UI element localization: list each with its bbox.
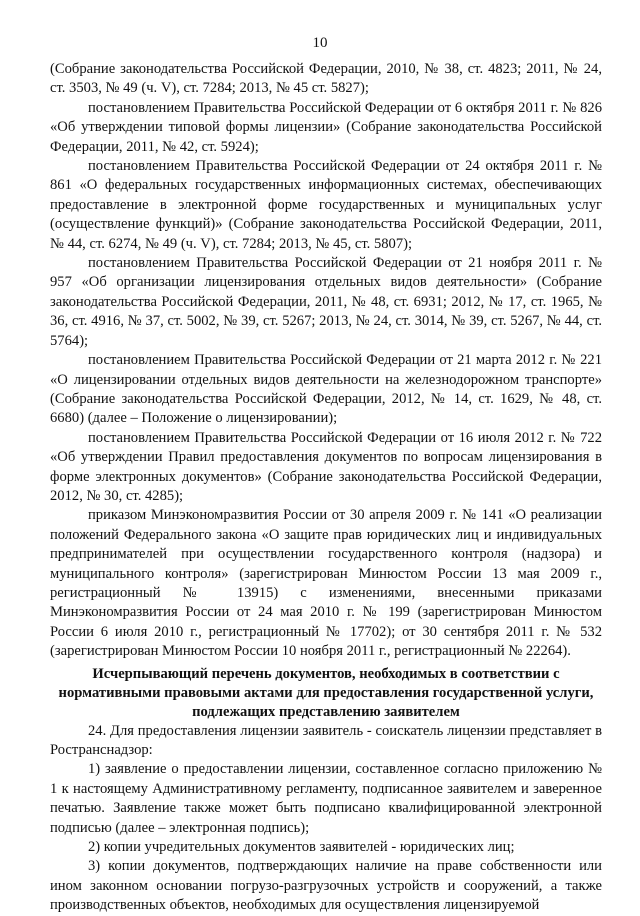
list-item-2: 2) копии учредительных документов заявителей - юридических лиц;	[88, 839, 515, 856]
paragraph-decree-826: постановлением Правительства Российской Федерации от 6 октября 2011 г. № 826 «Об утверждении типовой формы лицензии» (Собрание законодательства Российской Федерации, 2011, № 42, ст. 5924);	[50, 99, 602, 155]
paragraph-decree-722: постановлением Правительства Российской Федерации от 16 июля 2012 г. № 722 «Об утверждении Правил предоставления документов по вопросам лицензирования в форме электронных документов» (Собрание законодательства Российской Федерации, 2012, № 30, ст. 4285);	[50, 429, 602, 504]
list-item-1: 1) заявление о предоставлении лицензии, составленное согласно приложению № 1 к настоящему Административному регламенту, подписанное заявителем и заверенное печатью. Заявление также может быть подписано квалифицированной электронной подписью (далее – электронная подпись);	[50, 761, 602, 836]
page-number: 10	[312, 35, 328, 51]
list-item-3: 3) копии документов, подтверждающих наличие на праве собственности или ином законном основании погрузо-разгрузочных устройств и сооружений, а также производственных объектов, необходимых для осуществления лицензируемой	[50, 858, 602, 914]
paragraph-order-141: приказом Минэкономразвития России от 30 апреля 2009 г. № 141 «О реализации положений Федерального закона «О защите прав юридических лиц и индивидуальных предпринимателей при осуществлении государственного контроля (надзора) и муниципального контроля» (зарегистрирован Минюстом России 13 мая 2009 г., регистрационный № 13915) с изменениями, внесенными приказами Минэкономразвития России от 24 мая 2010 г. № 199 (зарегистрирован Минюстом России 6 июля 2010 г., регистрационный № 17702); от 30 сентября 2011 г. № 532 (зарегистрирован Минюстом России 10 ноября 2011 г., регистрационный № 22264).	[50, 507, 602, 660]
section-heading: Исчерпывающий перечень документов, необходимых в соответствии с нормативными правовыми актами для предоставления государственной услуги, подлежащих представлению заявителем	[58, 665, 594, 720]
paragraph-decree-221: постановлением Правительства Российской Федерации от 21 марта 2012 г. № 221 «О лицензировании отдельных видов деятельности на железнодорожном транспорте» (Собрание законодательства Российской Федерации, 2012, № 14, ст. 1629, № 48, ст. 6680) (далее – Положение о лицензировании);	[50, 352, 602, 427]
paragraph-decree-861: постановлением Правительства Российской Федерации от 24 октября 2011 г. № 861 «О федеральных государственных информационных системах, обеспечивающих предоставление в электронной форме государственных и муниципальных услуг (осуществление функций)» (Собрание законодательства Российской Федерации, 2011, № 44, ст. 6274, № 49 (ч. V), ст. 7284; 2013, № 45, ст. 5807);	[50, 158, 602, 252]
paragraph-continuation: (Собрание законодательства Российской Федерации, 2010, № 38, ст. 4823; 2011, № 24, ст. 3503, № 49 (ч. V), ст. 7284; 2013, № 45 ст. 5827);	[50, 61, 602, 97]
document-body	[50, 60, 602, 916]
paragraph-item-24: 24. Для предоставления лицензии заявитель - соискатель лицензии представляет в Ространснадзор:	[50, 722, 602, 758]
paragraph-decree-957: постановлением Правительства Российской Федерации от 21 ноября 2011 г. № 957 «Об организации лицензирования отдельных видов деятельности» (Собрание законодательства Российской Федерации, 2011, № 48, ст. 6931; 2012, № 17, ст. 1965, № 36, ст. 4916, № 37, ст. 5002, № 39, ст. 5267; 2013, № 24, ст. 3014, № 39, ст. 5267, № 44, ст. 5764);	[50, 255, 602, 349]
